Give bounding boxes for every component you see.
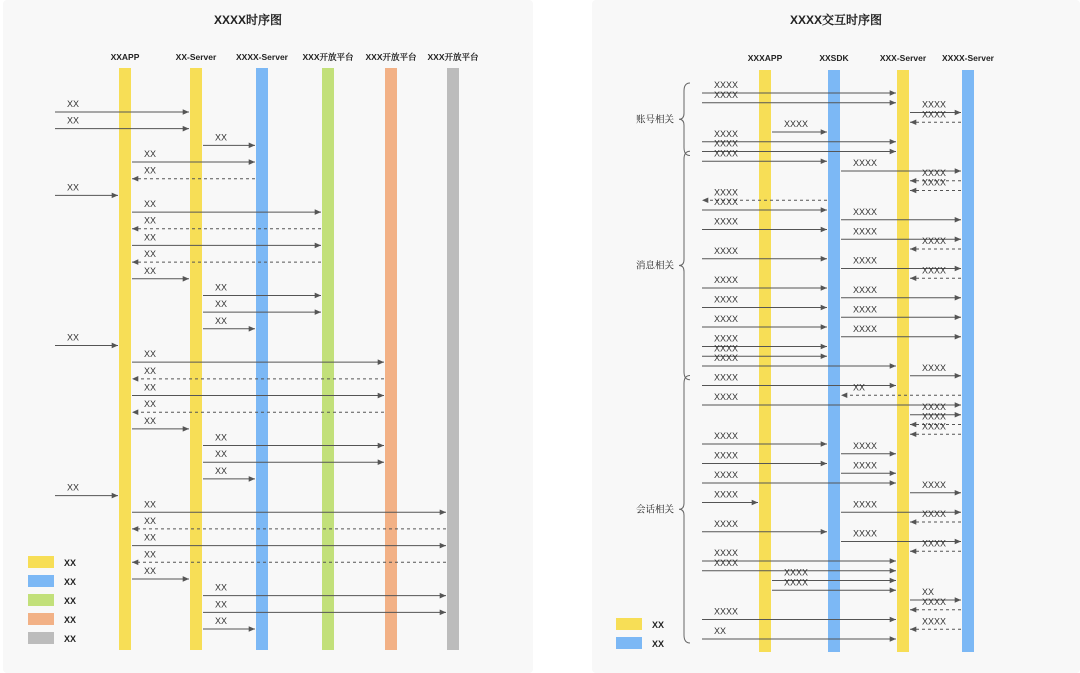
legend-label: XX: [652, 620, 665, 630]
message-label: XX: [144, 415, 157, 426]
message-label: XXXX: [922, 236, 947, 246]
message-label: XXXX: [714, 275, 739, 285]
message-label: XX: [67, 99, 80, 109]
message-label: XX: [215, 132, 228, 143]
message-label: XXXX: [714, 89, 739, 100]
group-label: 消息相关: [635, 260, 674, 272]
legend-label: XX: [64, 577, 77, 587]
message-label: XXXX: [922, 596, 947, 607]
message-label: XXXX: [922, 99, 947, 110]
message-label: XXXX: [922, 509, 947, 519]
message-label: XXXX: [714, 606, 739, 617]
message-label: XXXX: [922, 538, 947, 549]
message-label: XX: [144, 232, 157, 243]
message-label: XX: [67, 332, 80, 343]
legend-label: XX: [64, 596, 77, 606]
message-label: XXXX: [714, 197, 739, 207]
legend-label: XX: [64, 634, 77, 644]
message-label: XX: [144, 565, 157, 576]
message-label: XXXX: [714, 343, 739, 354]
message-label: XX: [144, 532, 157, 543]
message-label: XX: [67, 482, 80, 493]
group-label: 会话相关: [635, 504, 674, 516]
message-label: XX: [215, 465, 228, 476]
message-label: XX: [215, 599, 228, 610]
lifeline-bar: [119, 68, 131, 650]
lane-name: XX-Server: [175, 52, 217, 62]
message-label: XXXX: [922, 362, 947, 373]
message-label: XXXX: [853, 323, 878, 334]
message-label: XXXX: [922, 616, 947, 627]
message-label: XXXX: [714, 80, 739, 90]
message-label: XX: [144, 265, 157, 276]
message-label: XXXX: [853, 226, 878, 237]
message-label: XXXX: [922, 421, 947, 432]
message-label: XXXX: [714, 245, 739, 256]
lane-name: XXX开放平台: [427, 52, 479, 62]
message-label: XXXX: [784, 577, 809, 588]
sequence-diagram-left-canvas: [3, 0, 533, 673]
lifeline-bar: [447, 68, 459, 650]
message-label: XX: [144, 165, 157, 176]
group-brace: [679, 376, 690, 644]
message-label: XXXX: [784, 119, 809, 129]
lane-name: XXXX-Server: [236, 52, 288, 62]
lifeline-bar: [897, 70, 909, 652]
message-label: XXXX: [714, 450, 739, 461]
message-label: XXXX: [714, 216, 739, 227]
group-brace: [679, 151, 690, 380]
message-label: XXXX: [714, 128, 739, 139]
legend-label: XX: [64, 558, 77, 568]
message-label: XX: [215, 582, 228, 593]
message-label: XXXX: [853, 304, 878, 315]
message-label: XX: [714, 626, 727, 636]
message-label: XX: [144, 365, 157, 376]
lane-name: XXX开放平台: [365, 52, 417, 62]
message-label: XXXX: [784, 567, 809, 578]
sequence-diagram-left: [3, 0, 533, 673]
message-label: XXXX: [714, 470, 739, 480]
message-label: XXXX: [922, 411, 947, 422]
message-label: XXXX: [714, 294, 739, 305]
message-label: XXXX: [853, 284, 878, 295]
message-label: XXXX: [714, 489, 739, 500]
message-label: XX: [144, 149, 157, 160]
message-label: XXXX: [853, 499, 878, 510]
legend-swatch: [28, 556, 54, 568]
message-label: XX: [144, 515, 157, 526]
lane-name: XXSDK: [819, 53, 849, 63]
sequence-diagram-right: [592, 0, 1080, 673]
message-label: XXXX: [853, 206, 878, 217]
message-label: XX: [215, 282, 228, 293]
message-label: XXXX: [714, 314, 739, 324]
message-label: XX: [215, 616, 228, 626]
message-label: XXXX: [714, 518, 739, 529]
message-label: XXXX: [922, 177, 947, 188]
message-label: XX: [144, 349, 157, 360]
message-label: XX: [144, 382, 157, 393]
message-label: XXXX: [922, 401, 947, 412]
group-brace: [679, 83, 690, 156]
message-label: XXXX: [922, 479, 947, 490]
message-label: XX: [215, 315, 228, 326]
lifeline-bar: [828, 70, 840, 652]
message-label: XXXX: [853, 440, 878, 451]
lane-name: XXXX-Server: [942, 53, 994, 63]
message-label: XXXX: [714, 372, 739, 383]
lifeline-bar: [759, 70, 771, 652]
message-label: XXXX: [714, 557, 739, 568]
message-label: XXXX: [714, 187, 739, 198]
message-label: XXXX: [922, 109, 947, 120]
message-label: XXXX: [714, 392, 739, 402]
legend-label: XX: [64, 615, 77, 625]
message-label: XXXX: [714, 138, 739, 149]
message-label: XXXX: [922, 167, 947, 178]
message-label: XX: [215, 432, 228, 443]
message-label: XXXX: [853, 528, 878, 539]
message-label: XX: [67, 182, 80, 193]
message-label: XX: [922, 587, 935, 597]
legend-swatch: [616, 637, 642, 649]
legend-swatch: [28, 632, 54, 644]
message-label: XX: [215, 299, 228, 310]
message-label: XXXX: [714, 431, 739, 441]
sequence-diagram-right-canvas: [592, 0, 1080, 673]
message-label: XX: [144, 215, 157, 226]
legend-swatch: [616, 618, 642, 630]
message-label: XXXX: [853, 460, 878, 471]
message-label: XX: [215, 449, 228, 460]
group-label: 账号相关: [635, 114, 674, 126]
lifeline-bar: [962, 70, 974, 652]
message-label: XX: [144, 499, 157, 510]
lane-name: XXX开放平台: [302, 52, 354, 62]
message-label: XX: [67, 115, 80, 126]
message-label: XXXX: [714, 353, 739, 363]
diagram-title: XXXX时序图: [213, 13, 283, 27]
message-label: XX: [144, 199, 157, 210]
lane-name: XXX-Server: [879, 53, 927, 63]
lane-name: XXAPP: [110, 52, 140, 62]
message-label: XXXX: [853, 158, 878, 168]
message-label: XX: [144, 399, 157, 410]
legend-swatch: [28, 575, 54, 587]
message-label: XXXX: [714, 148, 739, 159]
legend-swatch: [28, 594, 54, 606]
message-label: XXXX: [714, 548, 739, 558]
message-label: XXXX: [853, 255, 878, 266]
message-label: XXXX: [714, 333, 739, 344]
message-label: XX: [853, 382, 866, 393]
legend-swatch: [28, 613, 54, 625]
diagram-title: XXXX交互时序图: [789, 13, 883, 27]
message-label: XX: [144, 249, 157, 260]
lane-name: XXXAPP: [747, 53, 783, 63]
message-label: XXXX: [922, 265, 947, 276]
message-label: XX: [144, 549, 157, 560]
legend-label: XX: [652, 639, 665, 649]
